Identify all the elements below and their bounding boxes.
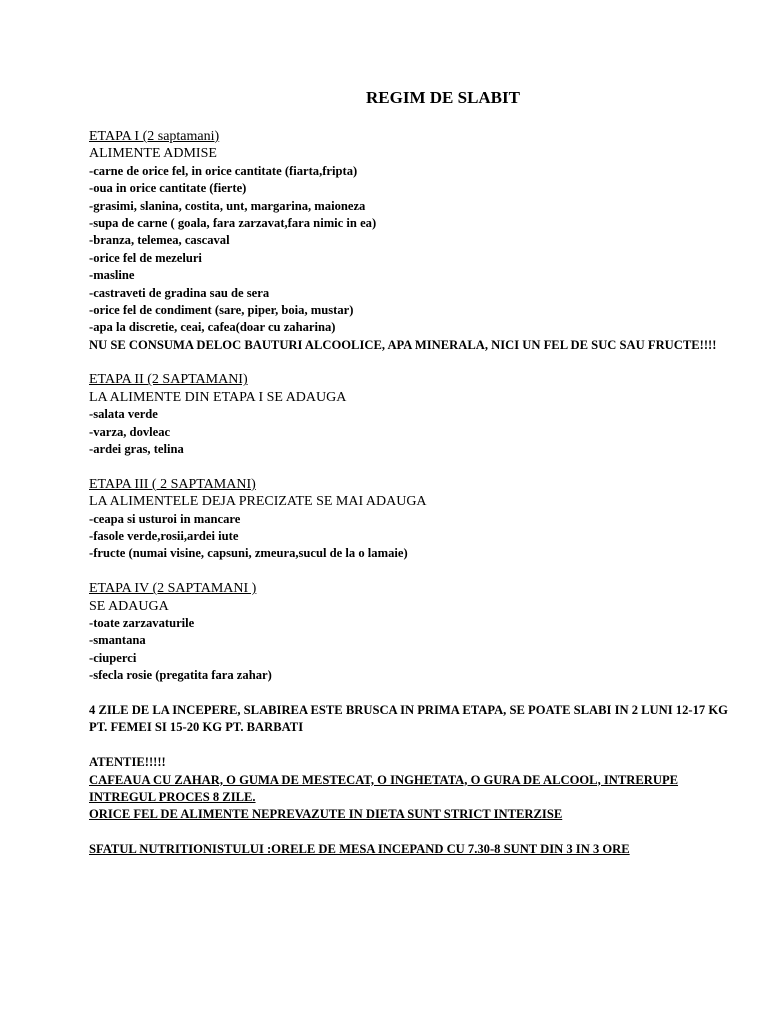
- list-item: -branza, telemea, cascaval: [89, 233, 230, 248]
- atentie-line2: ORICE FEL DE ALIMENTE NEPREVAZUTE IN DIETA SUNT STRICT INTERZISE: [89, 807, 563, 822]
- atentie-line1: CAFEAUA CU ZAHAR, O GUMA DE MESTECAT, O INGHETATA, O GURA DE ALCOOL, INTRERUPE INTREGUL PROCES 8 ZILE.: [89, 772, 679, 804]
- document-body: [89, 128, 729, 859]
- list-item: -salata verde: [89, 407, 158, 422]
- result-paragraph: 4 ZILE DE LA INCEPERE, SLABIREA ESTE BRUSCA IN PRIMA ETAPA, SE POATE SLABI IN 2 LUNI 12-17 KG PT. FEMEI SI 15-20 KG PT. BARBATI: [89, 702, 728, 735]
- list-item: -orice fel de mezeluri: [89, 250, 202, 265]
- list-item: -grasimi, slanina, costita, unt, margarina, maioneza: [89, 198, 366, 213]
- etapa3-subheading: LA ALIMENTELE DEJA PRECIZATE SE MAI ADAUGA: [89, 494, 427, 510]
- list-item: -supa de carne ( goala, fara zarzavat,fara nimic in ea): [89, 215, 377, 230]
- list-item: -oua in orice cantitate (fierte): [89, 181, 247, 196]
- list-item: -apa la discretie, ceai, cafea(doar cu zaharina): [89, 320, 336, 335]
- etapa4-subheading: SE ADAUGA: [89, 598, 169, 614]
- etapa2-heading: ETAPA II (2 SAPTAMANI): [89, 372, 248, 388]
- list-item: -ceapa si usturoi in mancare: [89, 511, 241, 526]
- list-item: -toate zarzavaturile: [89, 615, 195, 630]
- list-item: -fructe (numai visine, capsuni, zmeura,sucul de la o lamaie): [89, 546, 408, 561]
- list-item: -orice fel de condiment (sare, piper, boia, mustar): [89, 302, 354, 317]
- list-item: -ciuperci: [89, 650, 137, 665]
- list-item: -fasole verde,rosii,ardei iute: [89, 529, 239, 543]
- sfat-nutritionist: SFATUL NUTRITIONISTULUI :ORELE DE MESA INCEPAND CU 7.30-8 SUNT DIN 3 IN 3 ORE: [89, 842, 630, 857]
- etapa3-heading: ETAPA III ( 2 SAPTAMANI): [89, 476, 256, 492]
- atentie-label: ATENTIE!!!!!: [89, 755, 166, 770]
- list-item: -masline: [89, 268, 135, 283]
- etapa1-heading: ETAPA I (2 saptamani): [89, 129, 220, 144]
- list-item: -carne de orice fel, in orice cantitate (fiarta,fripta): [89, 163, 358, 178]
- list-item: -ardei gras, telina: [89, 442, 184, 457]
- document-title: REGIM DE SLABIT: [366, 88, 520, 107]
- list-item: -castraveti de gradina sau de sera: [89, 285, 270, 300]
- etapa4-heading: ETAPA IV (2 SAPTAMANI ): [89, 581, 257, 597]
- etapa1-warning: NU SE CONSUMA DELOC BAUTURI ALCOOLICE, APA MINERALA, NICI UN FEL DE SUC SAU FRUCTE!!!!: [89, 337, 717, 352]
- etapa1-subheading: ALIMENTE ADMISE: [89, 146, 217, 162]
- list-item: -varza, dovleac: [89, 424, 171, 439]
- etapa2-subheading: LA ALIMENTE DIN ETAPA I SE ADAUGA: [89, 389, 347, 405]
- list-item: -smantana: [89, 633, 146, 648]
- list-item: -sfecla rosie (pregatita fara zahar): [89, 668, 272, 683]
